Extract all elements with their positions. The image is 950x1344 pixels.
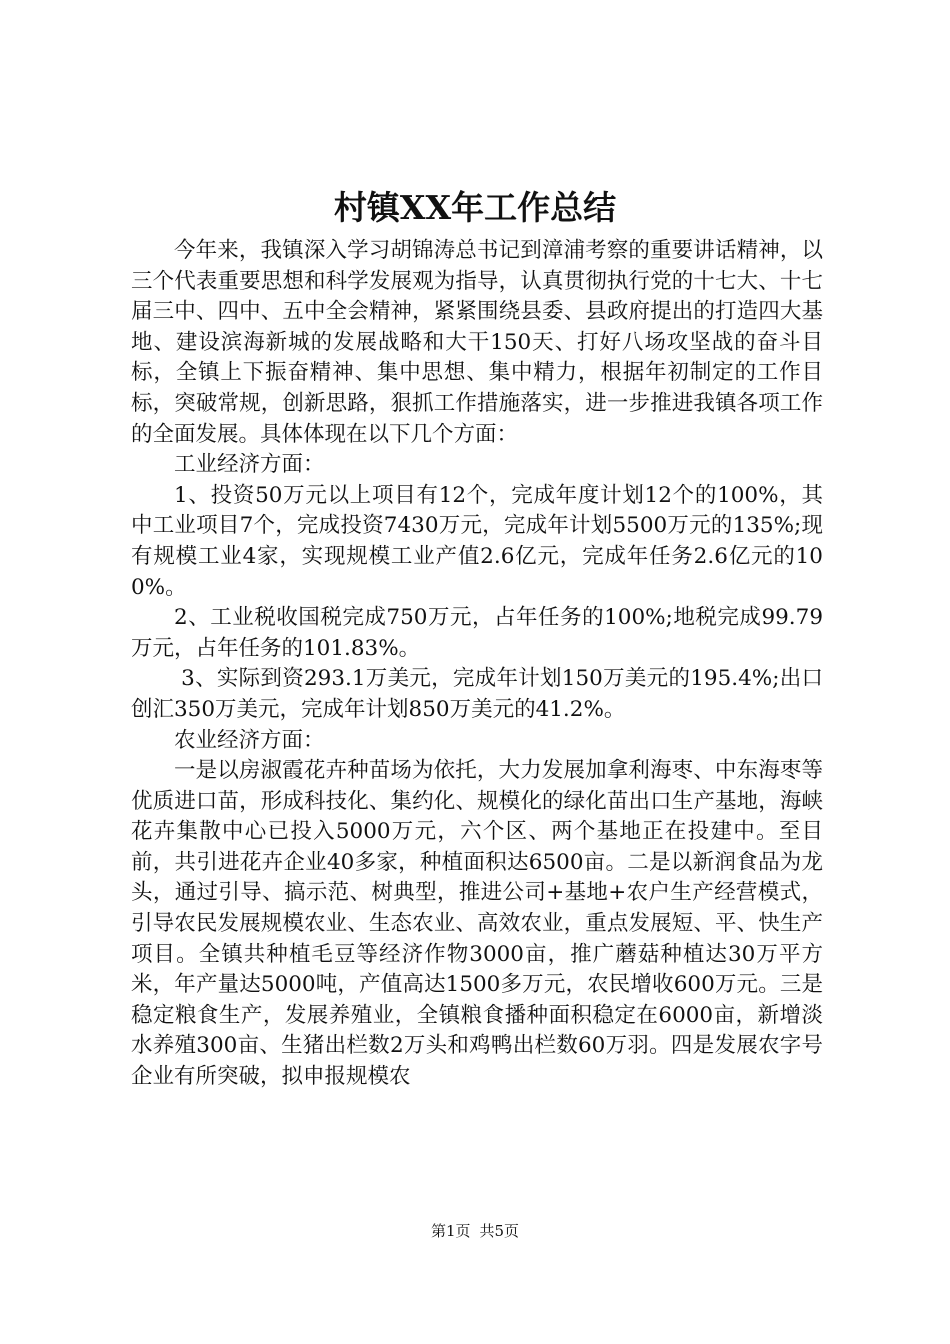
page-number: 第1页	[430, 1222, 471, 1240]
heading-agricultural-economy: 农业经济方面：	[174, 727, 325, 753]
paragraph-intro: 今年来，我镇深入学习胡锦涛总书记到漳浦考察的重要讲话精神，以三个代表重要思想和科学发展观为指导，认真贯彻执行党的十七大、十七届三中、四中、五中全会精神，紧紧围绕县委、县政府提出的打造四大基地、建设滨海新城的发展战略和大干150天、打好八场攻坚战的奋斗目标，全镇上下振奋精神、集中思想、集中精力，根据年初制定的工作目标，突破常规，创新思路，狠抓工作措施落实，进一步推进我镇各项工作的全面发展。具体体现在以下几个方面：	[131, 238, 823, 447]
paragraph-industrial-2: 2、工业税收国税完成750万元，占年任务的100%;地税完成99.79万元，占年任务的101.83%。	[131, 605, 823, 661]
paragraph-agricultural: 一是以房淑霞花卉种苗场为依托，大力发展加拿利海枣、中东海枣等优质进口苗，形成科技化、集约化、规模化的绿化苗出口生产基地，海峡花卉集散中心已投入5000万元，六个区、两个基地正在投建中。至目前，共引进花卉企业40多家，种植面积达6500亩。二是以新润食品为龙头，通过引导、搞示范、树典型，推进公司+基地+农户生产经营模式，引导农民发展规模农业、生态农业、高效农业，重点发展短、平、快生产项目。全镇共种植毛豆等经济作物3000亩，推广蘑菇种植达30万平方米，年产量达5000吨，产值高达1500多万元，农民增收600万元。三是稳定粮食生产，发展养殖业，全镇粮食播种面积稳定在6000亩，新增淡水养殖300亩、生猪出栏数2万头和鸡鸭出栏数60万羽。四是发展农字号企业有所突破，拟申报规模农	[131, 758, 823, 1090]
paragraph-industrial-3: 3、实际到资293.1万美元，完成年计划150万美元的195.4%;出口创汇350万美元，完成年计划850万美元的41.2%。	[131, 666, 823, 722]
document-body	[131, 236, 823, 1093]
heading-industrial-economy: 工业经济方面：	[174, 452, 325, 478]
paragraph-industrial-1: 1、投资50万元以上项目有12个，完成年度计划12个的100%，其中工业项目7个，完成投资7430万元，完成年计划5500万元的135%;现有规模工业4家，实现规模工业产值2.6亿元，完成年任务2.6亿元的100%。	[131, 482, 823, 600]
page-total: 共5页	[479, 1222, 520, 1240]
page-footer	[0, 1221, 950, 1241]
document-title: 村镇XX年工作总结	[333, 188, 617, 227]
